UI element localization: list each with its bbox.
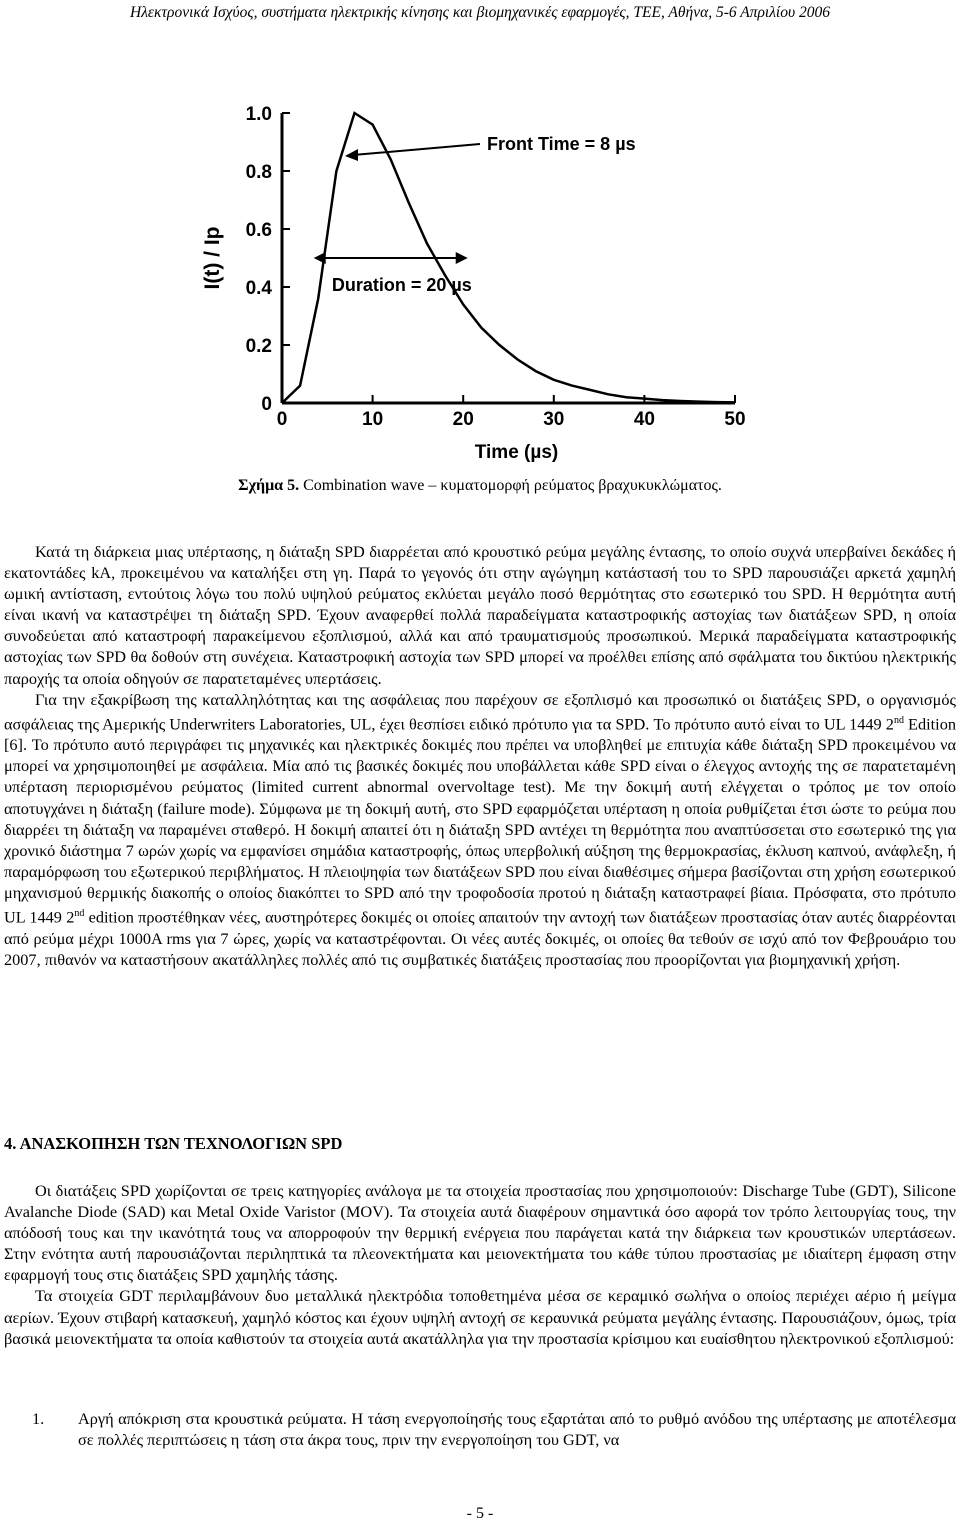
body-section-1 xyxy=(4,541,956,970)
figure-caption-text: Combination wave – κυματομορφή ρεύματος βραχυκυκλώματος. xyxy=(299,477,722,494)
x-tick-label: 0 xyxy=(276,409,288,430)
duration-arrowhead-left xyxy=(314,252,326,264)
y-tick-label: 0.6 xyxy=(245,220,272,241)
chart-annotations xyxy=(314,134,636,295)
duration-annotation: Duration = 20 µs xyxy=(331,275,472,295)
y-tick-label: 0.4 xyxy=(245,278,272,299)
waveform-figure xyxy=(195,88,755,468)
y-axis-label: I(t) / Ip xyxy=(201,226,224,290)
figure-caption xyxy=(0,477,960,495)
duration-arrowhead-right xyxy=(456,252,468,264)
list-item-text: Αργή απόκριση στα κρουστικά ρεύματα. Η τάση ενεργοποίησής τους εξαρτάται από το ρυθμό ανόδου της υπέρτασης με αποτέλεσμα σε πολλές περιπτώσεις η τάση στα άκρα τους, πριν την ενεργοποίηση του GDT, να xyxy=(78,1409,956,1450)
y-tick-label: 0 xyxy=(261,394,272,415)
superscript-nd-1: nd xyxy=(893,714,904,726)
x-tick-label: 40 xyxy=(633,409,655,430)
x-tick-label: 50 xyxy=(724,409,746,430)
waveform-chart xyxy=(195,88,755,468)
superscript-nd-2: nd xyxy=(74,908,85,920)
paragraph-3: Οι διατάξεις SPD χωρίζονται σε τρεις κατηγορίες ανάλογα με τα στοιχεία προστασίας που χρησιμοποιούν: Discharge Tube (GDT), Silicone Avalanche Diode (SAD) και Metal Oxide Varistor (MOV). Τα στοιχεία αυτά διαφέρουν σημαντικά όσο αφορά τον τρόπο λειτουργίας τους, την απόδοσή τους και την ικανότητά τους να απορροφούν την θερμική ενέργεια που παράγεται κατά την διάρκεια των κρουστικών υπερτάσεων. Στην ενότητα αυτή παρουσιάζονται περιληπτικά τα πλεονεκτήματα και μειονεκτήματα του κάθε τύπου προστασίας με ιδιαίτερη έμφαση στην εφαρμογή τους στις διατάξεις SPD χαμηλής τάσης. xyxy=(4,1181,956,1285)
y-tick-label: 1.0 xyxy=(245,104,272,125)
front-time-arrowhead xyxy=(345,149,358,161)
page-number: - 5 - xyxy=(466,1505,494,1522)
figure-caption-label: Σχήμα 5. xyxy=(238,477,300,494)
paragraph-2-part-c: edition προστέθηκαν νέες, αυστηρότερες δοκιμές οι οποίες απαιτούν την αντοχή των διατάξεων προστασίας όταν αυτές διαρρέονται από ρεύμα μέχρι 1000A rms για 7 ώρες, χωρίς να καταστρέφονται. Οι νέες αυτές δοκιμές, οι οποίες θα τεθούν σε ισχύ από τον Φεβρουάριο του 2007, πιθανόν να καταστήσουν ακατάλληλες πολλές από τις συμβατικές διατάξεις προστασίας που προορίζονται για βιομηχανική χρήση. xyxy=(4,907,956,969)
list-item xyxy=(4,1408,956,1450)
x-tick-label: 30 xyxy=(543,409,565,430)
paragraph-4: Τα στοιχεία GDT περιλαμβάνουν δυο μεταλλικά ηλεκτρόδια τοποθετημένα μέσα σε κεραμικό σωλήνα ο οποίος περιέχει αέριο ή μείγμα αερίων. Έχουν στιβαρή κατασκευή, χαμηλό κόστος και έχουν υψηλή αντοχή σε κεραυνικά ρεύματα μεγάλης έντασης. Παρουσιάζουν, όμως, τρία βασικά μειονεκτήματα τα οποία καθιστούν τα στοιχεία αυτά ακατάλληλα για την προστασία κρίσιμου και ευαίσθητου ηλεκτρονικού εξοπλισμού: xyxy=(4,1286,956,1348)
front-time-arrow-line xyxy=(353,144,480,155)
running-header: Ηλεκτρονικά Ισχύος, συστήματα ηλεκτρικής κίνησης και βιομηχανικές εφαρμογές, ΤΕΕ, Αθήνα, 5-6 Απριλίου 2006 xyxy=(130,4,830,21)
paragraph-2-part-b: Edition [6]. Το πρότυπο αυτό περιγράφει τις μηχανικές και ηλεκτρικές δοκιμές που πρέπει να υποβληθεί με επιτυχία κάθε διάταξη SPD προκειμένου να μπορεί να χρησιμοποιηθεί με ασφάλεια. Μία από τις βασικές δοκιμές που υποβάλλεται κάθε SPD είναι ο έλεγχος αντοχής της σε παρατεταμένη υπέρταση περιορισμένου ρεύματος (limited current abnormal overvoltage test). Με την δοκιμή αυτή ελέγχεται ο τρόπος με τον οποίο αποτυγχάνει η διάταξη (failure mode). Σύμφωνα με τη δοκιμή αυτή, στο SPD εφαρμόζεται υπέρταση η οποία ρυθμίζεται έτσι ώστε το ρεύμα που διαρρέει τη διάταξη να παραμένει σταθερό. Η δοκιμή απαιτεί ότι η διάταξη SPD αντέχει τη θερμότητα που αναπτύσσεται στο εσωτερικό της για χρονικό διάστημα 7 ωρών χωρίς να εμφανίσει σημάδια καταστροφής, όπως υπερβολική αύξηση της θερμοκρασίας, έκλυση καπνού, ανάφλεξη, ή παραμόρφωση του εξωτερικού περιβλήματος. Η πλειοψηφία των διατάξεων SPD που είναι διαθέσιμες σήμερα βασίζονται στη χρήση εσωτερικού μηχανισμού θερμικής διακοπής ο οποίος διακόπτει το SPD από την τροφοδοσία προτού η διάταξη καταστραφεί βίαια. Πρόσφατα, στο πρότυπο UL 1449 2 xyxy=(4,714,956,927)
body-section-2 xyxy=(4,1180,956,1349)
section-heading: 4. ΑΝΑΣΚΟΠΗΣΗ ΤΩΝ ΤΕΧΝΟΛΟΓΙΩΝ SPD xyxy=(4,1134,343,1153)
x-tick-label: 20 xyxy=(452,409,474,430)
paragraph-1: Κατά τη διάρκεια μιας υπέρτασης, η διάταξη SPD διαρρέεται από κρουστικό ρεύμα μεγάλης έντασης, το οποίο συχνά υπερβαίνει δεκάδες ή εκατοντάδες kA, προκειμένου να καταλήξει στη γη. Παρά το γεγονός ότι στην αγώγημη κατάστασή του το SPD παρουσιάζει αρκετά χαμηλή ωμική αντίσταση, εντούτοις λόγω του πολύ υψηλού ρεύματος εκλύεται μεγάλο ποσό θερμότητας στο εσωτερικό του SPD. Η θερμότητα αυτή είναι ικανή να καταστρέψει τη διάταξη SPD. Έχουν αναφερθεί πολλά παραδείγματα καταστροφικής αστοχίας των διατάξεων SPD, η οποία συνοδεύεται από καταστροφή παρακείμενου εξοπλισμού, αλλά και από τραυματισμούς προσωπικού. Μερικά παραδείγματα καταστροφικής αστοχίας των SPD θα δοθούν στη συνέχεια. Καταστροφική αστοχία των SPD μπορεί να προέλθει επίσης από σφάλματα του δικτύου ηλεκτρικής παροχής τα οποία οδηγούν σε παρατεταμένες υπερτάσεις. xyxy=(4,542,956,688)
paragraph-2-part-a: Για την εξακρίβωση της καταλληλότητας και της ασφάλειας που παρέχουν σε εξοπλισμό και προσωπικό οι διατάξεις SPD, ο οργανισμός ασφάλειας της Αμερικής Underwriters Laboratories, UL, έχει θεσπίσει ειδικό πρότυπο για τα SPD. Το πρότυπο αυτό είναι το UL 1449 2 xyxy=(4,689,956,734)
front-time-annotation: Front Time = 8 µs xyxy=(487,134,636,154)
x-axis-label: Time (µs) xyxy=(474,442,559,463)
y-tick-label: 0.2 xyxy=(245,336,272,357)
x-tick-label: 10 xyxy=(362,409,384,430)
list xyxy=(4,1408,956,1450)
list-item-number: 1. xyxy=(32,1409,45,1428)
y-tick-label: 0.8 xyxy=(245,162,272,183)
paragraph-2 xyxy=(4,689,956,970)
